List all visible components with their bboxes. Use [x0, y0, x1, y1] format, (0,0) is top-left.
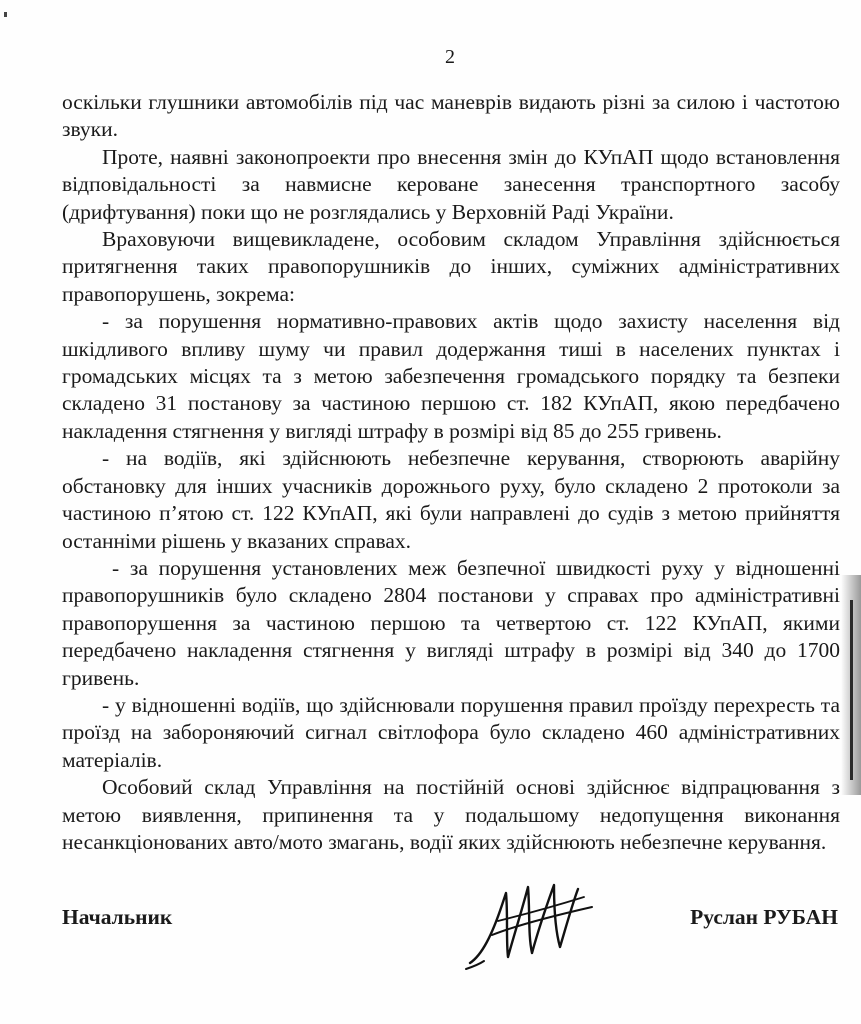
signature-block [62, 905, 838, 985]
paragraph-noise-violations: - за порушення нормативно-правових актів щодо захисту населення від шкідливого впливу шуму чи правил додержання тиші в населених пунктах і громадських місцях та з метою забезпечення громадського порядку та безпеки складено 31 постанову за частиною першою ст. 182 КУпАП, якою передбачено накладення стягнення у вигляді штрафу в розмірі від 85 до 255 гривень. [62, 309, 840, 443]
paragraph-1: оскільки глушники автомобілів під час маневрів видають різні за силою і частотою звуки. [62, 90, 840, 142]
signer-position: Начальник [62, 905, 173, 929]
signer-name: Руслан РУБАН [690, 905, 838, 929]
scan-speck [4, 12, 7, 17]
handwritten-signature [462, 875, 612, 975]
page-number: 2 [445, 46, 455, 68]
paragraph-3: Враховуючи вищевикладене, особовим складом Управління здійснюється притягнення таких правопорушників до інших, суміжних адміністративних правопорушень, зокрема: [62, 227, 840, 306]
scan-edge-line [850, 600, 853, 780]
letter-body [62, 89, 840, 856]
paragraph-dangerous-driving: - на водіїв, які здійснюють небезпечне керування, створюють аварійну обстановку для інших учасників дорожнього руху, було складено 2 протоколи за частиною п’ятою ст. 122 КУпАП, які були направлені до судів з метою прийняття останніми рішень у вказаних справах. [62, 446, 840, 553]
paragraph-intersection-violations: - у відношенні водіїв, що здійснювали порушення правил проїзду перехресть та проїзд на забороняючий сигнал світлофора було складено 460 адміністративних матеріалів. [62, 692, 840, 772]
paragraph-speeding: - за порушення установлених меж безпечної швидкості руху у відношенні правопорушників було складено 2804 постанови у справах про адміністративні правопорушення за частиною першою та четвертою ст. 122 КУпАП, якими передбачено накладення стягнення у вигляді штрафу в розмірі від 340 до 1700 гривень. [62, 555, 840, 690]
paragraph-closing: Особовий склад Управління на постійній основі здійснює відпрацювання з метою виявлення, припинення та у подальшому недопущення виконання несанкціонованих авто/мото змагань, водії яких здійснюють небезпечне керування. [62, 775, 840, 854]
paragraph-2: Проте, наявні законопроекти про внесення змін до КУпАП щодо встановлення відповідальності за навмисне кероване занесення транспортного засобу (дрифтування) поки що не розглядались у Верховній Раді України. [62, 144, 840, 224]
